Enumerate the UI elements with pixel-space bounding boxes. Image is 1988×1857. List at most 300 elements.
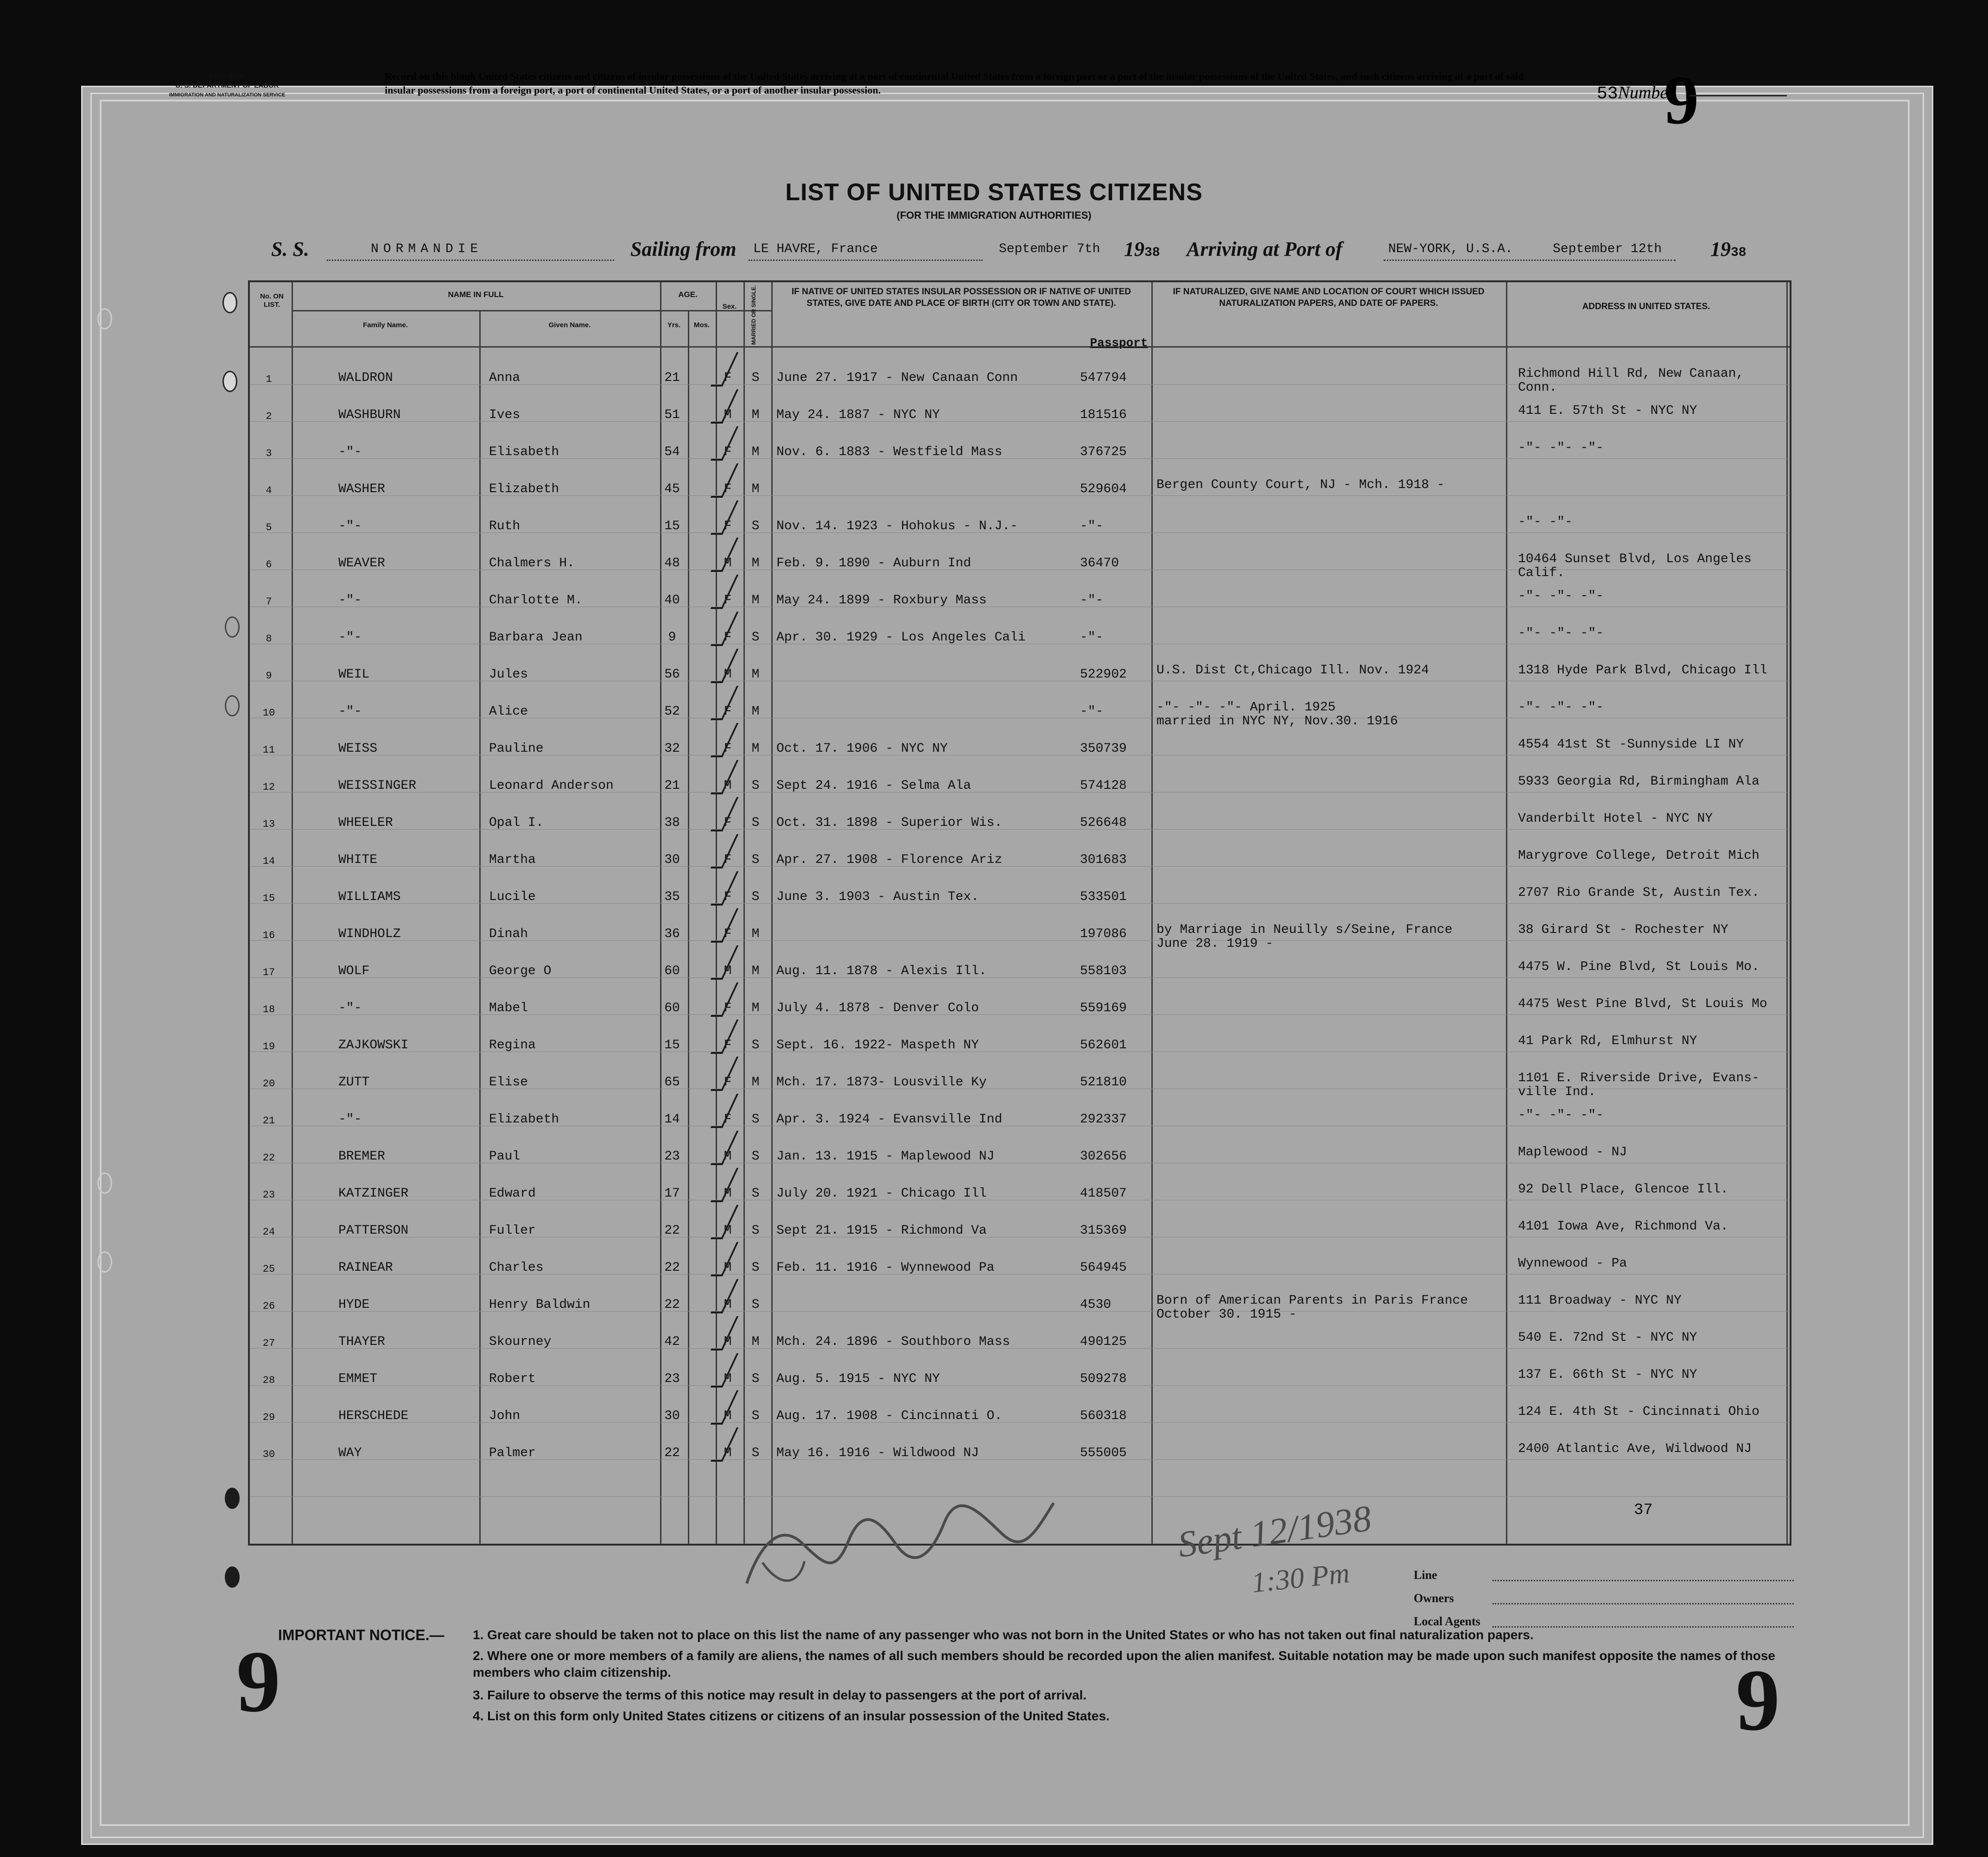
given-name: Fuller — [489, 1223, 536, 1238]
table-row — [248, 367, 1791, 403]
birth-date-place: May 24. 1899 - Roxbury Mass — [776, 593, 987, 608]
sex: M — [724, 1409, 732, 1423]
given-name: Henry Baldwin — [489, 1298, 591, 1312]
row-number: 25 — [262, 1263, 275, 1275]
marital-status: M — [751, 667, 760, 682]
family-name: EMMET — [338, 1372, 378, 1386]
passport-number: 197086 — [1080, 927, 1127, 941]
birth-date-place: June 27. 1917 - New Canaan Conn — [776, 371, 1018, 385]
sex: F — [724, 482, 732, 496]
col-header-passport: Passport — [1090, 336, 1148, 350]
us-address: 4475 W. Pine Blvd, St Louis Mo. — [1518, 960, 1759, 974]
col-header-naturalized: IF NATURALIZED, GIVE NAME AND LOCATION OF COURT WHICH ISSUED NATURALIZATION PAPERS, AND DATE OF PAPERS. — [1173, 287, 1485, 308]
birth-date-place: Mch. 24. 1896 - Southboro Mass — [776, 1335, 1010, 1349]
row-number: 29 — [262, 1412, 275, 1423]
binder-hole — [225, 1566, 240, 1588]
table-row — [248, 1219, 1791, 1256]
family-name: WEISS — [338, 742, 378, 756]
line-label: Line — [1414, 1568, 1437, 1582]
big-number-right: 9 — [1736, 1652, 1780, 1749]
family-name: WOLF — [338, 964, 370, 978]
col-header-birth: IF NATIVE OF UNITED STATES INSULAR POSSESSION OR IF NATIVE OF UNITED STATES, GIVE DATE AND PLACE OF BIRTH (CITY OR TOWN AND STATE). — [791, 287, 1131, 308]
marital-status: S — [751, 371, 760, 385]
age-years: 56 — [664, 667, 680, 682]
marital-status: M — [751, 964, 760, 978]
birth-date-place: May 24. 1887 - NYC NY — [776, 408, 940, 422]
us-address: Wynnewood - Pa — [1518, 1256, 1627, 1271]
sex: F — [724, 519, 732, 533]
table-row — [248, 960, 1791, 996]
given-name: Skourney — [489, 1335, 552, 1349]
birth-date-place: Feb. 11. 1916 - Wynnewood Pa — [776, 1261, 995, 1275]
family-name: WEISSINGER — [338, 779, 417, 793]
family-name: -"- — [338, 630, 362, 645]
birth-date-place: June 3. 1903 - Austin Tex. — [776, 890, 979, 904]
table-row — [248, 700, 1791, 737]
age-years: 32 — [664, 742, 680, 756]
table-row — [248, 886, 1791, 922]
col-header-mos: Mos. — [693, 321, 710, 329]
table-row — [248, 997, 1791, 1033]
row-number: 4 — [266, 485, 272, 496]
marital-status: M — [751, 927, 760, 941]
sex: F — [724, 890, 732, 904]
given-name: Jules — [489, 667, 528, 682]
row-number: 21 — [262, 1115, 275, 1127]
family-name: WAY — [338, 1446, 362, 1460]
passport-number: 526648 — [1080, 816, 1127, 830]
birth-date-place: Jan. 13. 1915 - Maplewood NJ — [776, 1149, 995, 1164]
number-label: 53Number — [1597, 83, 1675, 104]
birth-date-place: Nov. 6. 1883 - Westfield Mass — [776, 445, 1003, 459]
age-years: 35 — [664, 890, 680, 904]
birth-date-place: Aug. 11. 1878 - Alexis Ill. — [776, 964, 987, 978]
table-row — [248, 1071, 1791, 1108]
owners-label: Owners — [1414, 1591, 1454, 1605]
sailing-year-label: 1938 — [1124, 238, 1160, 260]
col-header-given: Given Name. — [548, 321, 591, 329]
number-prefix: 53 — [1597, 84, 1618, 104]
passport-number: -"- — [1080, 593, 1104, 608]
row-number: 18 — [262, 1004, 275, 1015]
age-years: 9 — [668, 630, 676, 645]
sex: F — [724, 927, 732, 941]
family-name: ZUTT — [338, 1075, 370, 1090]
age-years: 15 — [664, 1038, 680, 1052]
family-name: WHEELER — [338, 816, 393, 830]
row-number: 1 — [266, 374, 272, 385]
row-number: 5 — [266, 522, 272, 533]
table-row — [248, 478, 1791, 514]
family-name: -"- — [338, 1001, 362, 1015]
binder-hole — [222, 371, 237, 392]
marital-status: M — [751, 1075, 760, 1090]
birth-date-place: Feb. 9. 1890 - Auburn Ind — [776, 556, 972, 570]
arrival-year-label: 1938 — [1710, 238, 1747, 260]
passport-number: 292337 — [1080, 1112, 1127, 1127]
sex: M — [724, 1261, 732, 1275]
us-address: 4101 Iowa Ave, Richmond Va. — [1518, 1219, 1728, 1234]
col-header-age: AGE. — [678, 290, 698, 299]
table-row — [248, 515, 1791, 551]
sailing-label: Sailing from — [630, 238, 737, 260]
age-years: 60 — [664, 964, 680, 978]
sex: M — [724, 667, 732, 682]
table-row — [248, 663, 1791, 700]
family-name: PATTERSON — [338, 1223, 409, 1238]
row-number: 7 — [266, 596, 272, 608]
big-number-left: 9 — [236, 1633, 280, 1730]
table-row — [248, 552, 1791, 589]
sex: M — [724, 1186, 732, 1201]
table-row — [248, 811, 1791, 848]
marital-status: S — [751, 1261, 760, 1275]
arrival-date: September 12th — [1553, 242, 1662, 256]
given-name: Regina — [489, 1038, 536, 1052]
naturalization-info: Born of American Parents in Paris France October 30. 1915 - — [1156, 1293, 1468, 1322]
passport-number: 533501 — [1080, 890, 1127, 904]
passport-number: 522902 — [1080, 667, 1127, 682]
sex: F — [724, 1038, 732, 1052]
age-years: 52 — [664, 704, 680, 719]
given-name: Alice — [489, 704, 528, 719]
table-row — [248, 737, 1791, 774]
passport-number: 564945 — [1080, 1261, 1127, 1275]
us-address: 2400 Atlantic Ave, Wildwood NJ — [1518, 1442, 1752, 1456]
family-name: -"- — [338, 1112, 362, 1127]
family-name: -"- — [338, 445, 362, 459]
us-address: Richmond Hill Rd, New Canaan, Conn. — [1518, 367, 1744, 395]
us-address: 540 E. 72nd St - NYC NY — [1518, 1331, 1697, 1345]
us-address: 41 Park Rd, Elmhurst NY — [1518, 1034, 1697, 1048]
table-row — [248, 849, 1791, 885]
age-years: 21 — [664, 371, 680, 385]
row-number: 30 — [262, 1449, 275, 1460]
age-years: 48 — [664, 556, 680, 570]
header-bottom — [250, 346, 1790, 348]
arrival-year: 38 — [1731, 246, 1747, 260]
marital-status: S — [751, 1112, 760, 1127]
passport-number: 521810 — [1080, 1075, 1127, 1090]
us-address: -"- -"- -"- — [1518, 441, 1604, 455]
given-name: Ruth — [489, 519, 521, 533]
age-years: 21 — [664, 779, 680, 793]
binder-hole — [97, 1251, 112, 1273]
sex: M — [724, 779, 732, 793]
passport-number: 301683 — [1080, 853, 1127, 867]
given-name: Charles — [489, 1261, 544, 1275]
service-name: IMMIGRATION AND NATURALIZATION SERVICE — [169, 92, 286, 98]
passport-number: 558103 — [1080, 964, 1127, 978]
birth-date-place: May 16. 1916 - Wildwood NJ — [776, 1446, 979, 1460]
family-name: WHITE — [338, 853, 378, 867]
row-number: 3 — [266, 448, 272, 459]
sex: F — [724, 630, 732, 645]
given-name: Charlotte M. — [489, 593, 583, 608]
passport-number: 302656 — [1080, 1149, 1127, 1164]
passport-number: 36470 — [1080, 556, 1119, 570]
age-years: 23 — [664, 1149, 680, 1164]
row-number: 10 — [262, 707, 275, 719]
form-number: Form 630C — [209, 72, 245, 80]
row-number: 8 — [266, 633, 272, 645]
passport-number: 350739 — [1080, 742, 1127, 756]
age-years: 23 — [664, 1372, 680, 1386]
us-address: 4475 West Pine Blvd, St Louis Mo — [1518, 997, 1767, 1011]
marital-status: S — [751, 1372, 760, 1386]
binder-hole — [222, 292, 237, 313]
row-number: 17 — [262, 967, 275, 978]
arriving-label: Arriving at Port of — [1187, 238, 1343, 260]
binder-hole — [225, 1488, 240, 1509]
table-row — [248, 626, 1791, 663]
notice-item-2: 2. Where one or more members of a family are aliens, the names of all such members should be recorded upon the alien manifest. Suitable notation may be made upon such manifest opposite the names of those members who claim citizenship. — [473, 1648, 1775, 1680]
given-name: Martha — [489, 853, 536, 867]
table-row — [248, 1368, 1791, 1404]
us-address: -"- -"- -"- — [1518, 700, 1604, 715]
line-field — [1363, 1562, 1794, 1585]
department-name: U. S. DEPARTMENT OF LABOR — [175, 82, 279, 89]
sex: M — [724, 964, 732, 978]
table-row — [248, 404, 1791, 440]
us-address: 92 Dell Place, Glencoe Ill. — [1518, 1182, 1728, 1197]
family-name: WILLIAMS — [338, 890, 401, 904]
col-header-sex: Sex. — [722, 303, 737, 311]
family-name: WINDHOLZ — [338, 927, 401, 941]
age-years: 45 — [664, 482, 680, 496]
sex: F — [724, 593, 732, 608]
marital-status: S — [751, 816, 760, 830]
age-years: 42 — [664, 1335, 680, 1349]
passport-number: 547794 — [1080, 371, 1127, 385]
form-identifier — [148, 72, 306, 100]
col-header-family: Family Name. — [363, 321, 408, 329]
list-number: 9 — [1664, 62, 1699, 139]
row-number: 9 — [266, 670, 272, 682]
passport-number: 418507 — [1080, 1186, 1127, 1201]
ss-label: S. S. — [271, 238, 309, 260]
marital-status: M — [751, 593, 760, 608]
sex: F — [724, 742, 732, 756]
marital-status: S — [751, 630, 760, 645]
marital-status: S — [751, 853, 760, 867]
sex: M — [724, 1372, 732, 1386]
birth-date-place: Apr. 27. 1908 - Florence Ariz — [776, 853, 1003, 867]
given-name: Elise — [489, 1075, 528, 1090]
page-count: 37 — [1634, 1502, 1653, 1519]
row-number: 13 — [262, 818, 275, 830]
agents-label: Local Agents — [1414, 1615, 1480, 1628]
given-name: Chalmers H. — [489, 556, 575, 570]
sex: M — [724, 556, 732, 570]
table-row — [248, 1182, 1791, 1219]
given-name: Anna — [489, 371, 521, 385]
marital-status: M — [751, 1001, 760, 1015]
to-port: NEW-YORK, U.S.A. — [1388, 242, 1513, 256]
given-name: George O — [489, 964, 552, 978]
table-row — [248, 1256, 1791, 1293]
binder-hole — [97, 1173, 112, 1194]
col-header-married: MARRIED OR SINGLE. — [750, 285, 757, 345]
age-years: 40 — [664, 593, 680, 608]
sex: F — [724, 704, 732, 719]
family-name: KATZINGER — [338, 1186, 409, 1201]
signature-time: 1:30 Pm — [1250, 1557, 1351, 1599]
row-number: 26 — [262, 1300, 275, 1312]
row-number: 22 — [262, 1152, 275, 1164]
line-dots — [1493, 1580, 1794, 1581]
notice-item-3: 3. Failure to observe the terms of this notice may result in delay to passengers at the port of arrival. — [473, 1688, 1087, 1702]
passport-number: 376725 — [1080, 445, 1127, 459]
sex: F — [724, 816, 732, 830]
binder-hole — [97, 308, 112, 330]
us-address: 5933 Georgia Rd, Birmingham Ala — [1518, 774, 1759, 789]
col-header-no: No. ON LIST. — [260, 292, 284, 309]
given-name: John — [489, 1409, 521, 1423]
sex: M — [724, 1335, 732, 1349]
marital-status: S — [751, 519, 760, 533]
sex: F — [724, 371, 732, 385]
given-name: Elisabeth — [489, 445, 559, 459]
row-number: 19 — [262, 1041, 275, 1052]
passport-number: 562601 — [1080, 1038, 1127, 1052]
birth-date-place: Oct. 31. 1898 - Superior Wis. — [776, 816, 1003, 830]
given-name: Elizabeth — [489, 482, 559, 496]
row-number: 23 — [262, 1189, 275, 1201]
family-name: WEAVER — [338, 556, 385, 570]
given-name: Leonard Anderson — [489, 779, 614, 793]
sex: M — [724, 1446, 732, 1460]
age-years: 22 — [664, 1446, 680, 1460]
table-row — [248, 1145, 1791, 1182]
table-row — [248, 774, 1791, 811]
family-name: -"- — [338, 519, 362, 533]
marital-status: S — [751, 779, 760, 793]
us-address: 111 Broadway - NYC NY — [1518, 1293, 1682, 1308]
table-row — [248, 923, 1791, 959]
birth-date-place: Sept 21. 1915 - Richmond Va — [776, 1223, 987, 1238]
table-row — [248, 589, 1791, 626]
row-number: 27 — [262, 1337, 275, 1349]
family-name: WASHER — [338, 482, 385, 496]
passport-number: 574128 — [1080, 779, 1127, 793]
arrival-field — [1384, 245, 1676, 261]
birth-date-place: July 20. 1921 - Chicago Ill — [776, 1186, 987, 1201]
us-address: 4554 41st St -Sunnyside LI NY — [1518, 737, 1744, 752]
us-address: Vanderbilt Hotel - NYC NY — [1518, 811, 1713, 826]
marital-status: M — [751, 408, 760, 422]
table-row — [248, 1405, 1791, 1441]
us-address: Maplewood - NJ — [1518, 1145, 1627, 1160]
number-underline — [1689, 95, 1787, 96]
marital-status: M — [751, 704, 760, 719]
age-years: 65 — [664, 1075, 680, 1090]
table-row — [248, 441, 1791, 477]
naturalization-info: Bergen County Court, NJ - Mch. 1918 - — [1156, 478, 1445, 492]
owners-dots — [1493, 1603, 1794, 1604]
from-port: LE HAVRE, France — [753, 242, 878, 256]
row-number: 6 — [266, 559, 272, 570]
age-years: 51 — [664, 408, 680, 422]
family-name: BREMER — [338, 1149, 385, 1164]
birth-date-place: Apr. 3. 1924 - Evansville Ind — [776, 1112, 1003, 1127]
marital-status: S — [751, 1186, 760, 1201]
us-address: -"- -"- — [1518, 515, 1573, 529]
passport-number: 559169 — [1080, 1001, 1127, 1015]
marital-status: S — [751, 1446, 760, 1460]
family-name: WEIL — [338, 667, 370, 682]
birth-date-place: Sept 24. 1916 - Selma Ala — [776, 779, 972, 793]
age-years: 30 — [664, 1409, 680, 1423]
sex: M — [724, 408, 732, 422]
passport-number: -"- — [1080, 704, 1104, 719]
passport-number: 529604 — [1080, 482, 1127, 496]
col-header-yrs: Yrs. — [667, 321, 681, 329]
age-years: 22 — [664, 1223, 680, 1238]
binder-hole — [225, 616, 240, 638]
us-address: Marygrove College, Detroit Mich — [1518, 849, 1759, 863]
notice-heading: IMPORTANT NOTICE.— — [278, 1627, 445, 1643]
row-number: 15 — [262, 893, 275, 904]
family-name: ZAJKOWSKI — [338, 1038, 409, 1052]
row-number: 28 — [262, 1375, 275, 1386]
marital-status: M — [751, 742, 760, 756]
row-number: 20 — [262, 1078, 275, 1090]
marital-status: S — [751, 1038, 760, 1052]
passport-number: 560318 — [1080, 1409, 1127, 1423]
passport-number: 4530 — [1080, 1298, 1112, 1312]
us-address: -"- -"- -"- — [1518, 1108, 1604, 1122]
us-address: 1101 E. Riverside Drive, Evans- ville Ind. — [1518, 1071, 1759, 1099]
footer-fields — [1363, 1562, 1794, 1631]
age-years: 60 — [664, 1001, 680, 1015]
us-address: 2707 Rio Grande St, Austin Tex. — [1518, 886, 1759, 900]
given-name: Elizabeth — [489, 1112, 559, 1127]
sex: F — [724, 853, 732, 867]
page-title: LIST OF UNITED STATES CITIZENS — [785, 179, 1203, 206]
birth-date-place: Nov. 14. 1923 - Hohokus - N.J.- — [776, 519, 1018, 533]
us-address: 124 E. 4th St - Cincinnati Ohio — [1518, 1405, 1759, 1419]
marital-status: S — [751, 1149, 760, 1164]
birth-date-place: Oct. 17. 1906 - NYC NY — [776, 742, 948, 756]
sex: M — [724, 1298, 732, 1312]
row-number: 12 — [262, 781, 275, 793]
table-row — [248, 1034, 1791, 1071]
birth-date-place: Sept. 16. 1922- Maspeth NY — [776, 1038, 979, 1052]
us-address: 38 Girard St - Rochester NY — [1518, 923, 1728, 937]
family-name: THAYER — [338, 1335, 385, 1349]
row-number: 2 — [266, 411, 272, 422]
age-years: 22 — [664, 1298, 680, 1312]
sex: M — [724, 1223, 732, 1238]
row-number: 14 — [262, 856, 275, 867]
age-years: 54 — [664, 445, 680, 459]
table-row — [248, 1293, 1791, 1330]
passport-number: 181516 — [1080, 408, 1127, 422]
given-name: Robert — [489, 1372, 536, 1386]
age-years: 30 — [664, 853, 680, 867]
age-years: 22 — [664, 1261, 680, 1275]
birth-date-place: Aug. 17. 1908 - Cincinnati O. — [776, 1409, 1003, 1423]
binder-hole — [225, 695, 240, 716]
sex: F — [724, 445, 732, 459]
given-name: Edward — [489, 1186, 536, 1201]
notice-item-1: 1. Great care should be taken not to place on this list the name of any passenger who was not born in the United States or who has not taken out final naturalization papers. — [473, 1628, 1534, 1642]
given-name: Ives — [489, 408, 521, 422]
row-number: 24 — [262, 1226, 275, 1238]
passport-number: -"- — [1080, 630, 1104, 645]
age-years: 14 — [664, 1112, 680, 1127]
